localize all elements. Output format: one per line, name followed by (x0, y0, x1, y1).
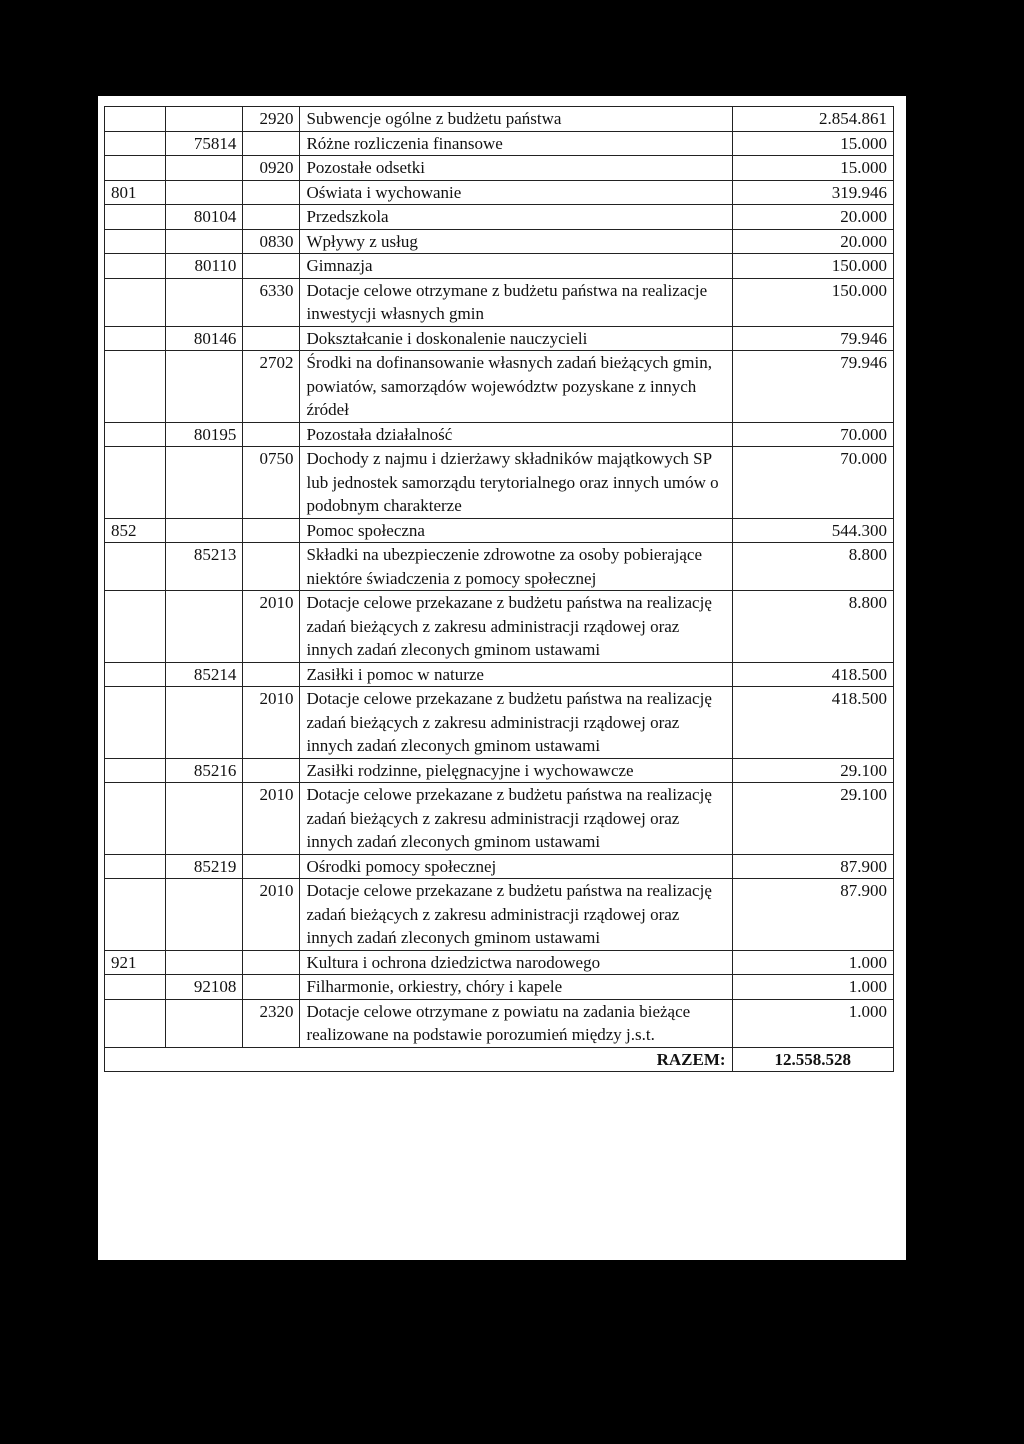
budget-table (104, 106, 894, 1072)
table-row (105, 591, 894, 663)
table-row (105, 758, 894, 783)
amount-cell: 150.000 (732, 278, 893, 326)
rozdzial-cell: 80104 (166, 205, 243, 230)
paragraf-cell (243, 662, 300, 687)
table-body (105, 107, 894, 1072)
paragraf-cell (243, 518, 300, 543)
paragraf-cell: 2320 (243, 999, 300, 1047)
table-row (105, 879, 894, 951)
dzial-cell (105, 229, 166, 254)
rozdzial-cell: 92108 (166, 975, 243, 1000)
description-cell: Dotacje celowe przekazane z budżetu państwa na realizację zadań bieżących z zakresu administracji rządowej oraz innych zadań zleconych gminom ustawami (300, 783, 732, 855)
amount-cell: 70.000 (732, 447, 893, 519)
table-row (105, 687, 894, 759)
amount-cell: 79.946 (732, 326, 893, 351)
description-cell: Wpływy z usług (300, 229, 732, 254)
paragraf-cell: 2920 (243, 107, 300, 132)
table-row (105, 326, 894, 351)
description-cell: Oświata i wychowanie (300, 180, 732, 205)
paragraf-cell (243, 758, 300, 783)
paragraf-cell: 0830 (243, 229, 300, 254)
dzial-cell (105, 687, 166, 759)
amount-cell: 79.946 (732, 351, 893, 423)
dzial-cell (105, 999, 166, 1047)
paragraf-cell: 2010 (243, 879, 300, 951)
table-row (105, 518, 894, 543)
description-cell: Gimnazja (300, 254, 732, 279)
rozdzial-cell (166, 999, 243, 1047)
description-cell: Pomoc społeczna (300, 518, 732, 543)
dzial-cell (105, 879, 166, 951)
amount-cell: 544.300 (732, 518, 893, 543)
dzial-cell (105, 975, 166, 1000)
dzial-cell (105, 351, 166, 423)
dzial-cell (105, 131, 166, 156)
rozdzial-cell (166, 950, 243, 975)
rozdzial-cell (166, 278, 243, 326)
rozdzial-cell: 75814 (166, 131, 243, 156)
rozdzial-cell (166, 180, 243, 205)
rozdzial-cell (166, 447, 243, 519)
table-row (105, 854, 894, 879)
table-row (105, 422, 894, 447)
paragraf-cell: 2702 (243, 351, 300, 423)
paragraf-cell (243, 950, 300, 975)
paragraf-cell (243, 326, 300, 351)
dzial-cell: 852 (105, 518, 166, 543)
rozdzial-cell: 80146 (166, 326, 243, 351)
rozdzial-cell: 80110 (166, 254, 243, 279)
description-cell: Środki na dofinansowanie własnych zadań bieżących gmin, powiatów, samorządów województw pozyskane z innych źródeł (300, 351, 732, 423)
rozdzial-cell (166, 687, 243, 759)
paragraf-cell: 2010 (243, 687, 300, 759)
total-value: 12.558.528 (732, 1047, 893, 1072)
rozdzial-cell: 85216 (166, 758, 243, 783)
paragraf-cell: 6330 (243, 278, 300, 326)
dzial-cell (105, 107, 166, 132)
rozdzial-cell: 85214 (166, 662, 243, 687)
table-row (105, 975, 894, 1000)
table-row (105, 447, 894, 519)
description-cell: Dochody z najmu i dzierżawy składników majątkowych SP lub jednostek samorządu terytorialnego oraz innych umów o podobnym charakterze (300, 447, 732, 519)
description-cell: Filharmonie, orkiestry, chóry i kapele (300, 975, 732, 1000)
paragraf-cell (243, 422, 300, 447)
table-row (105, 662, 894, 687)
description-cell: Dotacje celowe przekazane z budżetu państwa na realizację zadań bieżących z zakresu administracji rządowej oraz innych zadań zleconych gminom ustawami (300, 687, 732, 759)
table-row (105, 783, 894, 855)
rozdzial-cell (166, 518, 243, 543)
description-cell: Pozostała działalność (300, 422, 732, 447)
description-cell: Różne rozliczenia finansowe (300, 131, 732, 156)
paragraf-cell (243, 975, 300, 1000)
amount-cell: 418.500 (732, 687, 893, 759)
amount-cell: 1.000 (732, 999, 893, 1047)
rozdzial-cell (166, 156, 243, 181)
rozdzial-cell (166, 783, 243, 855)
table-row (105, 351, 894, 423)
amount-cell: 418.500 (732, 662, 893, 687)
dzial-cell (105, 447, 166, 519)
amount-cell: 1.000 (732, 975, 893, 1000)
dzial-cell (105, 543, 166, 591)
table-row (105, 156, 894, 181)
total-row (105, 1047, 894, 1072)
table-row (105, 107, 894, 132)
description-cell: Kultura i ochrona dziedzictwa narodowego (300, 950, 732, 975)
amount-cell: 319.946 (732, 180, 893, 205)
rozdzial-cell (166, 229, 243, 254)
dzial-cell (105, 156, 166, 181)
amount-cell: 150.000 (732, 254, 893, 279)
paragraf-cell: 2010 (243, 783, 300, 855)
table-row (105, 229, 894, 254)
dzial-cell (105, 591, 166, 663)
paragraf-cell (243, 205, 300, 230)
rozdzial-cell (166, 107, 243, 132)
paragraf-cell (243, 131, 300, 156)
paragraf-cell (243, 543, 300, 591)
table-row (105, 180, 894, 205)
rozdzial-cell (166, 351, 243, 423)
description-cell: Zasiłki rodzinne, pielęgnacyjne i wychowawcze (300, 758, 732, 783)
table-row (105, 543, 894, 591)
description-cell: Pozostałe odsetki (300, 156, 732, 181)
dzial-cell (105, 662, 166, 687)
dzial-cell: 801 (105, 180, 166, 205)
description-cell: Ośrodki pomocy społecznej (300, 854, 732, 879)
dzial-cell (105, 422, 166, 447)
table-row (105, 950, 894, 975)
amount-cell: 8.800 (732, 591, 893, 663)
table-row (105, 254, 894, 279)
table-row (105, 131, 894, 156)
paragraf-cell: 0750 (243, 447, 300, 519)
rozdzial-cell (166, 879, 243, 951)
amount-cell: 29.100 (732, 783, 893, 855)
description-cell: Dotacje celowe przekazane z budżetu państwa na realizację zadań bieżących z zakresu administracji rządowej oraz innych zadań zleconych gminom ustawami (300, 879, 732, 951)
table-row (105, 205, 894, 230)
total-label: RAZEM: (105, 1047, 733, 1072)
dzial-cell (105, 278, 166, 326)
amount-cell: 29.100 (732, 758, 893, 783)
dzial-cell (105, 758, 166, 783)
rozdzial-cell (166, 591, 243, 663)
rozdzial-cell: 80195 (166, 422, 243, 447)
dzial-cell (105, 254, 166, 279)
description-cell: Zasiłki i pomoc w naturze (300, 662, 732, 687)
amount-cell: 20.000 (732, 229, 893, 254)
document-page (98, 96, 906, 1260)
dzial-cell (105, 205, 166, 230)
paragraf-cell: 0920 (243, 156, 300, 181)
description-cell: Dotacje celowe otrzymane z powiatu na zadania bieżące realizowane na podstawie porozumień między j.s.t. (300, 999, 732, 1047)
description-cell: Dokształcanie i doskonalenie nauczycieli (300, 326, 732, 351)
paragraf-cell (243, 254, 300, 279)
paragraf-cell (243, 854, 300, 879)
amount-cell: 87.900 (732, 879, 893, 951)
description-cell: Dotacje celowe otrzymane z budżetu państwa na realizacje inwestycji własnych gmin (300, 278, 732, 326)
description-cell: Składki na ubezpieczenie zdrowotne za osoby pobierające niektóre świadczenia z pomocy społecznej (300, 543, 732, 591)
rozdzial-cell: 85213 (166, 543, 243, 591)
amount-cell: 87.900 (732, 854, 893, 879)
amount-cell: 20.000 (732, 205, 893, 230)
dzial-cell: 921 (105, 950, 166, 975)
paragraf-cell (243, 180, 300, 205)
dzial-cell (105, 854, 166, 879)
description-cell: Subwencje ogólne z budżetu państwa (300, 107, 732, 132)
table-row (105, 278, 894, 326)
amount-cell: 2.854.861 (732, 107, 893, 132)
dzial-cell (105, 783, 166, 855)
dzial-cell (105, 326, 166, 351)
paragraf-cell: 2010 (243, 591, 300, 663)
description-cell: Dotacje celowe przekazane z budżetu państwa na realizację zadań bieżących z zakresu administracji rządowej oraz innych zadań zleconych gminom ustawami (300, 591, 732, 663)
amount-cell: 8.800 (732, 543, 893, 591)
amount-cell: 15.000 (732, 131, 893, 156)
description-cell: Przedszkola (300, 205, 732, 230)
amount-cell: 70.000 (732, 422, 893, 447)
amount-cell: 1.000 (732, 950, 893, 975)
table-row (105, 999, 894, 1047)
rozdzial-cell: 85219 (166, 854, 243, 879)
amount-cell: 15.000 (732, 156, 893, 181)
